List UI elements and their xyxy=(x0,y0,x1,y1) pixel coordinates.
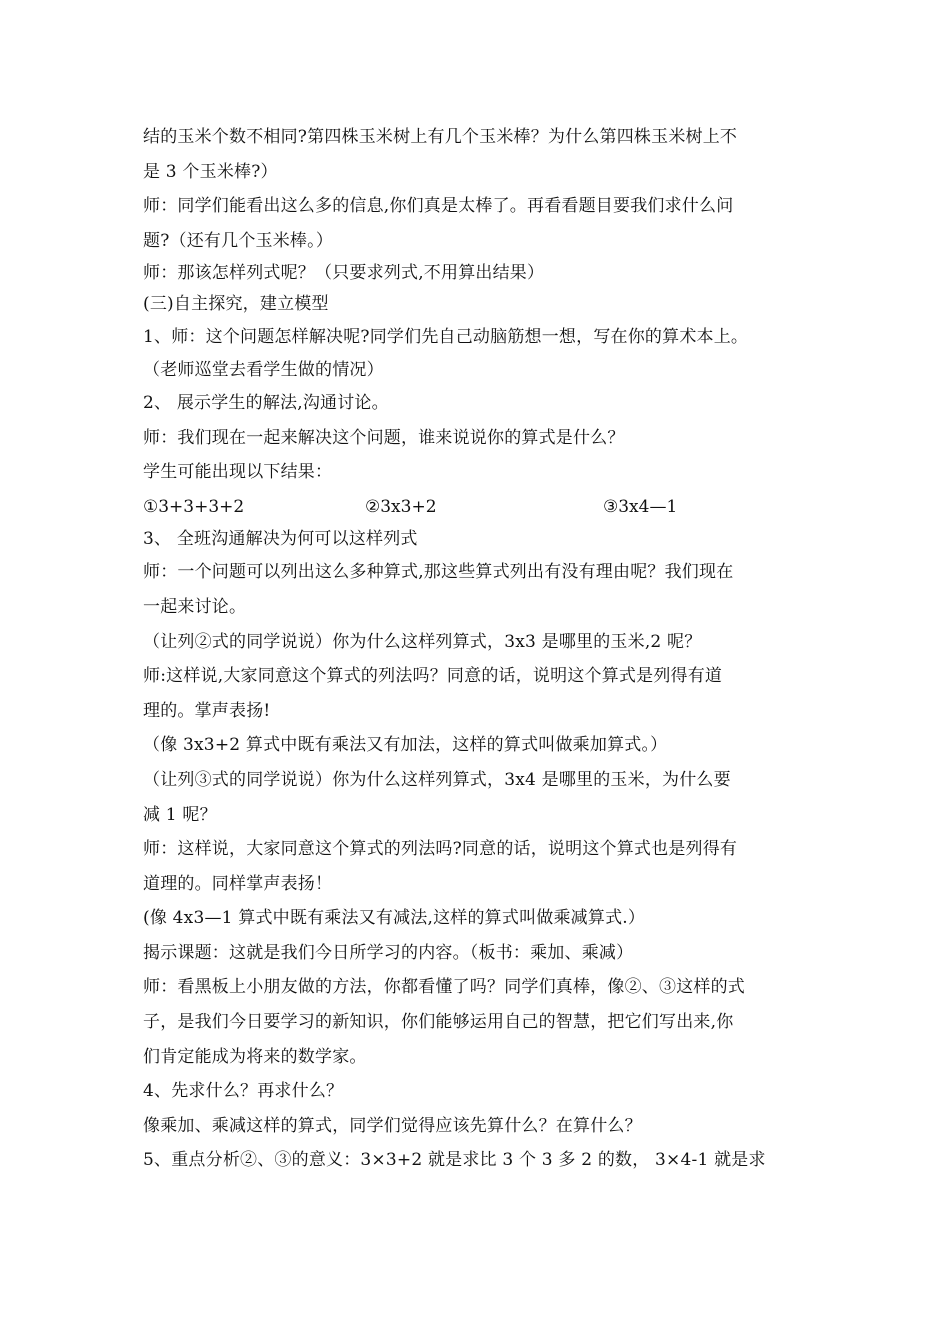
text-line: 5、重点分析②、③的意义：3×3+2 就是求比 3 个 3 多 2 的数， 3×4-1 就是求 xyxy=(143,1150,766,1171)
text-line: 师：这样说，大家同意这个算式的列法吗?同意的话，说明这个算式也是列得有 xyxy=(143,839,738,860)
text-line: 师：我们现在一起来解决这个问题，谁来说说你的算式是什么？ xyxy=(143,427,625,448)
text-line: 子，是我们今日要学习的新知识，你们能够运用自己的智慧，把它们写出来,你 xyxy=(143,1012,734,1033)
text-line: 3、 全班沟通解决为何可以这样列式 xyxy=(143,529,418,550)
text-line: 1、师：这个问题怎样解决呢?同学们先自己动脑筋想一想，写在你的算术本上。 xyxy=(143,327,749,348)
text-line: 结的玉米个数不相同?第四株玉米树上有几个玉米棒？为什么第四株玉米树上不 xyxy=(143,127,738,147)
text-line: 题?（还有几个玉米棒。） xyxy=(143,230,334,251)
text-line: 减 1 呢？ xyxy=(143,804,217,825)
text-line: 师：看黑板上小朋友做的方法，你都看懂了吗？同学们真棒，像②、③这样的式 xyxy=(143,977,745,998)
text-line: 像乘加、乘减这样的算式，同学们觉得应该先算什么？在算什么？ xyxy=(143,1115,642,1136)
text-line: （像 3x3+2 算式中既有乘法又有加法，这样的算式叫做乘加算式。） xyxy=(143,735,668,756)
text-line: 揭示课题：这就是我们今日所学习的内容。（板书：乘加、乘减） xyxy=(143,942,634,963)
document-page xyxy=(143,120,813,1178)
text-line: 学生可能出现以下结果： xyxy=(143,462,333,483)
text-line: 4、先求什么？再求什么？ xyxy=(143,1081,344,1102)
formula-2: ②3x3+2 xyxy=(365,496,437,517)
text-line: 师：同学们能看出这么多的信息,你们真是太棒了。再看看题目要我们求什么问 xyxy=(143,196,734,217)
text-line: (像 4x3—1 算式中既有乘法又有减法,这样的算式叫做乘减算式.） xyxy=(143,908,646,929)
text-line: 们肯定能成为将来的数学家。 xyxy=(143,1046,367,1067)
text-line: 道理的。同样掌声表扬！ xyxy=(143,873,333,894)
text-line: （老师巡堂去看学生做的情况） xyxy=(143,359,384,380)
formula-1: ①3+3+3+2 xyxy=(143,496,245,517)
formula-row xyxy=(143,490,813,525)
text-line: 2、 展示学生的解法,沟通讨论。 xyxy=(143,392,389,413)
text-line: （让列③式的同学说说）你为什么这样列算式，3x4 是哪里的玉米，为什么要 xyxy=(143,769,731,790)
text-line: 师：那该怎样列式呢？（只要求列式,不用算出结果） xyxy=(143,263,545,284)
text-line: 一起来讨论。 xyxy=(143,596,247,617)
text-line: 理的。掌声表扬! xyxy=(143,700,271,721)
text-line: （让列②式的同学说说）你为什么这样列算式，3x3 是哪里的玉米,2 呢？ xyxy=(143,631,702,652)
text-line: 师：一个问题可以列出这么多种算式,那这些算式列出有没有理由呢？我们现在 xyxy=(143,562,734,583)
section-heading: (三)自主探究，建立模型 xyxy=(143,294,329,315)
formula-3: ③3x4—1 xyxy=(603,496,678,517)
text-line: 师:这样说,大家同意这个算式的列法吗？同意的话，说明这个算式是列得有道 xyxy=(143,666,723,687)
text-line: 是 3 个玉米棒?） xyxy=(143,161,278,182)
